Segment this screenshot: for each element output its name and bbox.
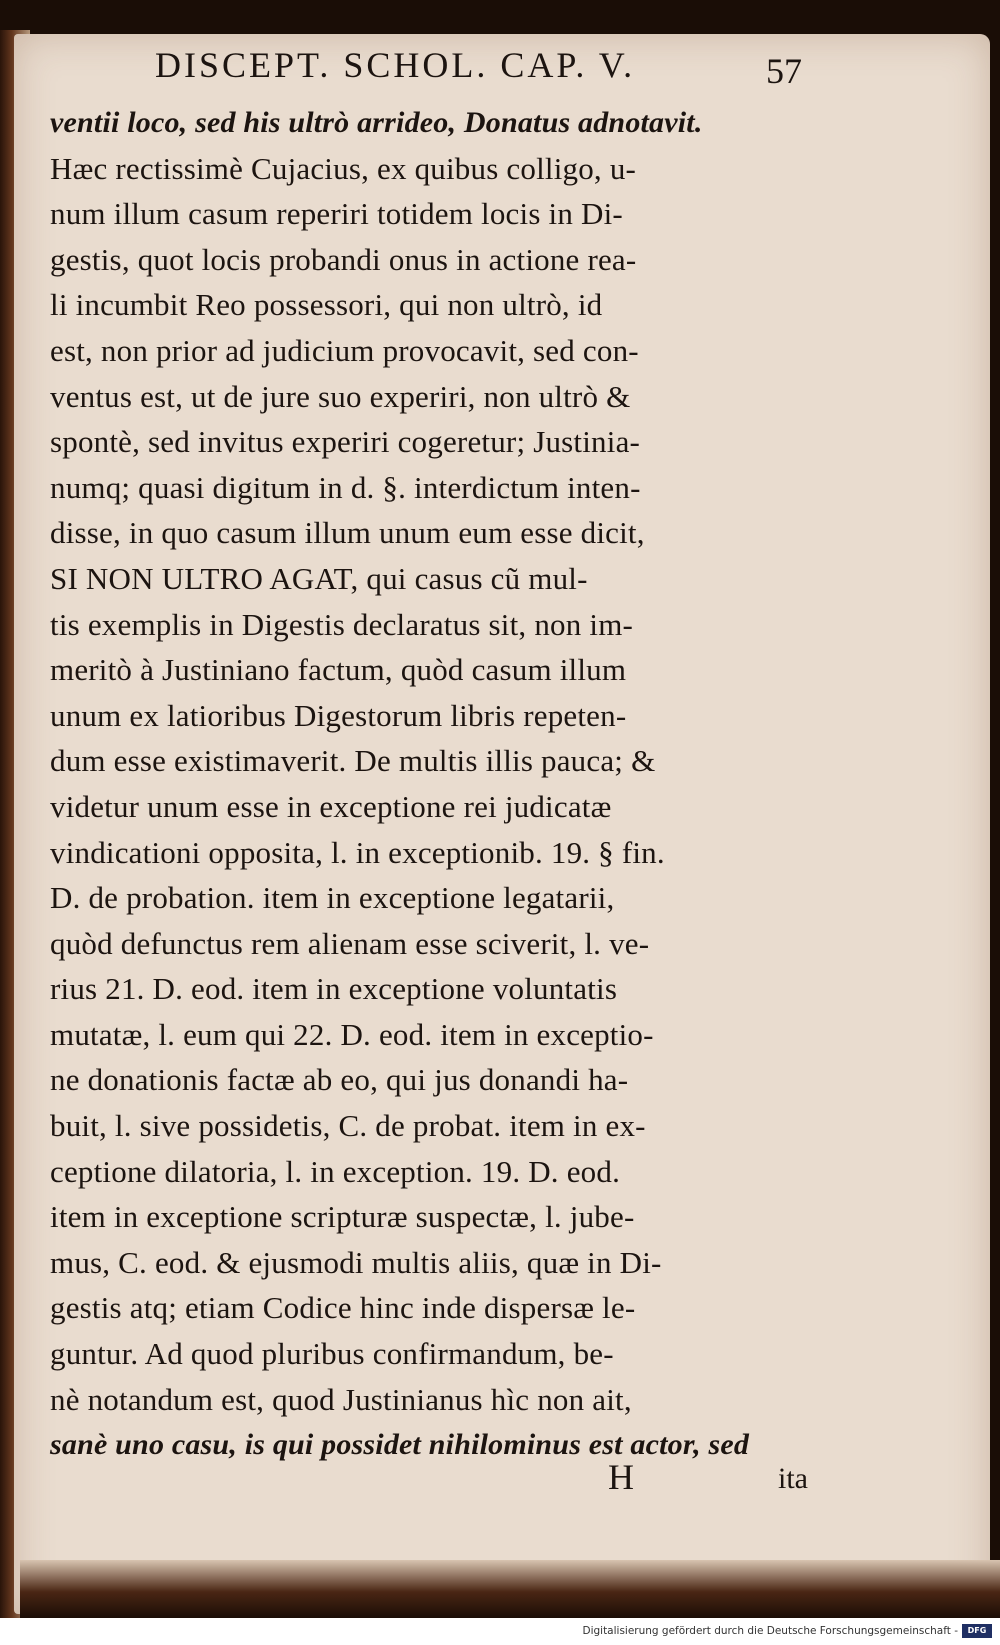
text-line: ne donationis factæ ab eo, qui jus donandi ha-	[50, 1062, 629, 1098]
text-line: ceptione dilatoria, l. in exception. 19. D. eod.	[50, 1153, 621, 1189]
text-line: Hæc rectissimè Cujacius, ex quibus colligo, u-	[50, 150, 637, 186]
body-text	[50, 100, 830, 1468]
signature-mark: H	[608, 1457, 634, 1497]
text-line: unum ex latioribus Digestorum libris repeten-	[50, 697, 627, 733]
text-line: meritò à Justiniano factum, quòd casum illum	[50, 652, 627, 688]
text-line: est, non prior ad judicium provocavit, sed con-	[50, 332, 639, 368]
text-line: buit, l. sive possidetis, C. de probat. item in ex-	[50, 1108, 646, 1144]
text-line: gestis atq; etiam Codice hinc inde dispersæ le-	[50, 1290, 636, 1326]
text-line: nè notandum est, quod Justinianus hìc non ait,	[50, 1381, 632, 1417]
text-line: quòd defunctus rem alienam esse sciverit, l. ve-	[50, 925, 650, 961]
text-line: D. de probation. item in exceptione legatarii,	[50, 880, 615, 916]
text-line: tis exemplis in Digestis declaratus sit, non im-	[50, 606, 634, 642]
page-number: 57	[766, 51, 802, 91]
text-line: num illum casum reperiri totidem locis in Di-	[50, 196, 623, 232]
page-bottom-edge	[20, 1560, 1000, 1618]
text-line: SI NON ULTRO AGAT, qui casus cũ mul-	[50, 560, 588, 596]
dfg-logo: DFG	[962, 1624, 992, 1638]
funding-credit: Digitalisierung gefördert durch die Deutsche Forschungsgemeinschaft -	[582, 1625, 958, 1637]
text-line: ventii loco, sed his ultrò arrideo, Donatus adnotavit.	[50, 106, 703, 139]
footer-bar	[0, 1618, 1000, 1645]
text-line: ventus est, ut de jure suo experiri, non ultrò &	[50, 378, 631, 414]
text-line: mus, C. eod. & ejusmodi multis aliis, quæ in Di-	[50, 1244, 662, 1280]
text-line: gestis, quot locis probandi onus in actione rea-	[50, 241, 637, 277]
text-line: spontè, sed invitus experiri cogeretur; Justinia-	[50, 424, 641, 460]
text-line: videtur unum esse in exceptione rei judicatæ	[50, 788, 612, 824]
text-line: item in exceptione scripturæ suspectæ, l. jube-	[50, 1199, 635, 1235]
running-head: DISCEPT. SCHOL. CAP. V.	[155, 45, 636, 85]
text-line: disse, in quo casum illum unum eum esse dicit,	[50, 515, 645, 551]
catchword: ita	[778, 1462, 808, 1495]
text-line: numq; quasi digitum in d. §. interdictum inten-	[50, 469, 641, 505]
text-line: rius 21. D. eod. item in exceptione voluntatis	[50, 971, 618, 1007]
text-line: sanè uno casu, is qui possidet nihilominus est actor, sed	[50, 1428, 750, 1462]
text-line: guntur. Ad quod pluribus confirmandum, be-	[50, 1336, 614, 1372]
text-line: dum esse existimaverit. De multis illis pauca; &	[50, 743, 656, 779]
text-line: mutatæ, l. eum qui 22. D. eod. item in exceptio-	[50, 1016, 654, 1052]
text-line: li incumbit Reo possessori, qui non ultrò, id	[50, 287, 603, 323]
text-line: vindicationi opposita, l. in exceptionib. 19. § fin.	[50, 834, 665, 870]
